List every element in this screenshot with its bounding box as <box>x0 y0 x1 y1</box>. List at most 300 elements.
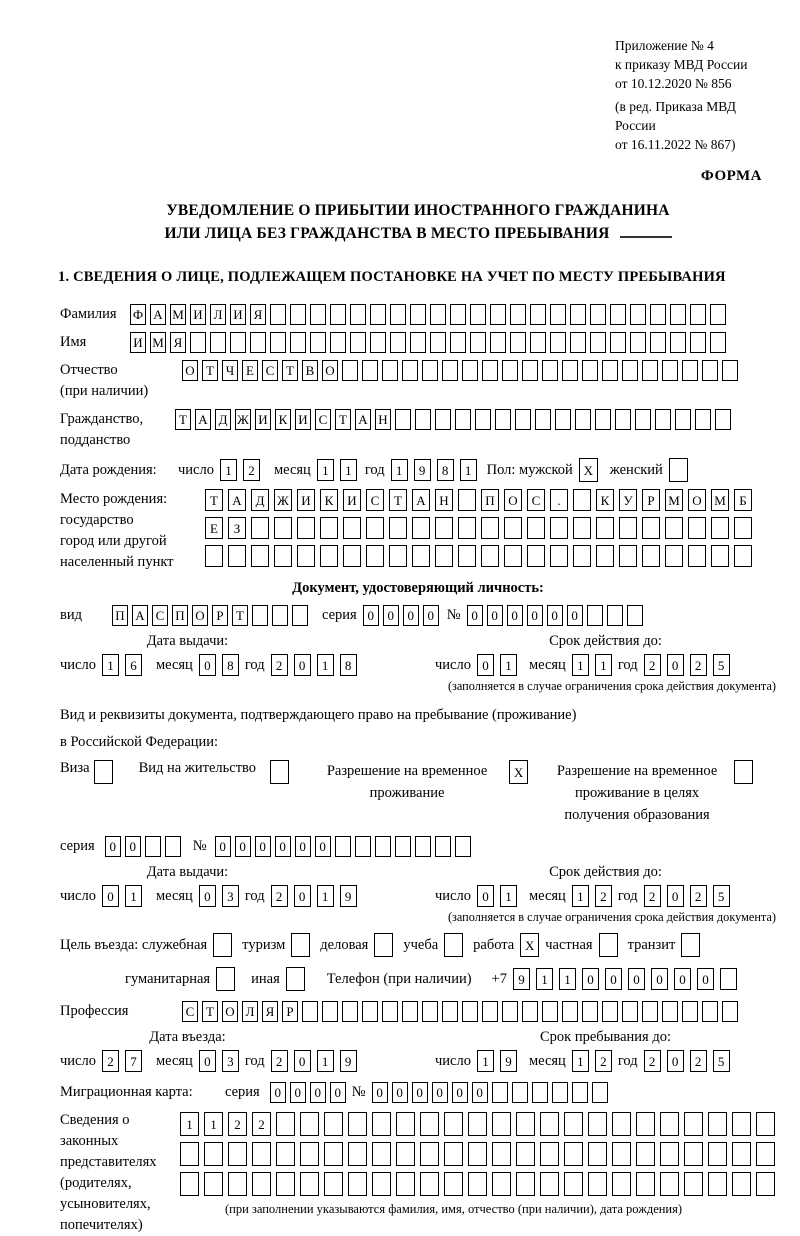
form-cell[interactable] <box>665 545 683 567</box>
form-cell[interactable] <box>396 1172 415 1196</box>
form-cell[interactable] <box>270 304 286 325</box>
form-cell[interactable] <box>348 1172 367 1196</box>
form-cell[interactable]: О <box>192 605 208 626</box>
form-cell[interactable] <box>492 1082 508 1103</box>
form-cell[interactable]: И <box>295 409 311 430</box>
form-cell[interactable]: Ф <box>130 304 146 325</box>
form-cell[interactable] <box>592 1082 608 1103</box>
form-cell[interactable] <box>590 332 606 353</box>
form-cell[interactable]: 0 <box>507 605 523 626</box>
form-cell[interactable]: Т <box>175 409 191 430</box>
form-cell[interactable] <box>535 409 551 430</box>
form-cell[interactable]: 1 <box>572 885 589 907</box>
form-cell[interactable] <box>540 1142 559 1166</box>
form-cell[interactable] <box>444 1142 463 1166</box>
form-cell[interactable] <box>310 304 326 325</box>
form-cell[interactable] <box>612 1172 631 1196</box>
form-cell[interactable]: 0 <box>605 968 622 990</box>
form-cell[interactable] <box>94 760 113 784</box>
form-cell[interactable]: Т <box>205 489 223 511</box>
form-cell[interactable]: . <box>550 489 568 511</box>
form-cell[interactable] <box>455 409 471 430</box>
form-cell[interactable] <box>290 304 306 325</box>
form-cell[interactable]: 5 <box>713 654 730 676</box>
form-cell[interactable]: У <box>619 489 637 511</box>
form-cell[interactable] <box>562 1001 578 1022</box>
form-cell[interactable] <box>587 605 603 626</box>
form-cell[interactable]: 0 <box>651 968 668 990</box>
form-cell[interactable] <box>180 1172 199 1196</box>
form-cell[interactable] <box>720 968 737 990</box>
form-cell[interactable]: 0 <box>294 885 311 907</box>
form-cell[interactable]: 0 <box>199 885 216 907</box>
form-cell[interactable] <box>276 1112 295 1136</box>
form-cell[interactable] <box>555 409 571 430</box>
form-cell[interactable] <box>470 304 486 325</box>
form-cell[interactable] <box>324 1112 343 1136</box>
form-cell[interactable] <box>412 545 430 567</box>
form-cell[interactable] <box>382 360 398 381</box>
form-cell[interactable]: 1 <box>204 1112 223 1136</box>
form-cell[interactable] <box>372 1172 391 1196</box>
form-cell[interactable] <box>642 517 660 539</box>
form-cell[interactable] <box>228 545 246 567</box>
form-cell[interactable] <box>532 1082 548 1103</box>
form-cell[interactable] <box>366 517 384 539</box>
form-cell[interactable] <box>516 1142 535 1166</box>
form-cell[interactable]: 0 <box>275 836 291 857</box>
form-cell[interactable] <box>522 1001 538 1022</box>
form-cell[interactable]: М <box>665 489 683 511</box>
form-cell[interactable]: 9 <box>513 968 530 990</box>
form-cell[interactable]: П <box>172 605 188 626</box>
form-cell[interactable] <box>300 1172 319 1196</box>
form-cell[interactable] <box>444 1112 463 1136</box>
form-cell[interactable] <box>734 760 753 784</box>
form-cell[interactable]: 0 <box>477 654 494 676</box>
form-cell[interactable]: 2 <box>644 654 661 676</box>
form-cell[interactable]: 2 <box>644 885 661 907</box>
form-cell[interactable]: А <box>195 409 211 430</box>
form-cell[interactable] <box>422 360 438 381</box>
form-cell[interactable]: 1 <box>317 1050 334 1072</box>
form-cell[interactable] <box>542 1001 558 1022</box>
form-cell[interactable] <box>722 360 738 381</box>
form-cell[interactable]: 2 <box>271 885 288 907</box>
form-cell[interactable] <box>695 409 711 430</box>
form-cell[interactable] <box>710 332 726 353</box>
form-cell[interactable]: 0 <box>294 654 311 676</box>
form-cell[interactable] <box>682 1001 698 1022</box>
form-cell[interactable] <box>734 517 752 539</box>
form-cell[interactable] <box>682 360 698 381</box>
form-cell[interactable] <box>650 332 666 353</box>
form-cell[interactable]: 0 <box>315 836 331 857</box>
form-cell[interactable] <box>410 332 426 353</box>
form-cell[interactable]: Т <box>202 360 218 381</box>
form-cell[interactable] <box>575 409 591 430</box>
form-cell[interactable]: А <box>150 304 166 325</box>
form-cell[interactable]: 2 <box>595 885 612 907</box>
form-cell[interactable] <box>300 1142 319 1166</box>
form-cell[interactable] <box>540 1172 559 1196</box>
form-cell[interactable]: 0 <box>674 968 691 990</box>
form-cell[interactable] <box>458 489 476 511</box>
form-cell[interactable] <box>252 605 268 626</box>
form-cell[interactable] <box>389 517 407 539</box>
form-cell[interactable]: С <box>152 605 168 626</box>
form-cell[interactable]: С <box>315 409 331 430</box>
form-cell[interactable]: К <box>596 489 614 511</box>
form-cell[interactable] <box>516 1112 535 1136</box>
form-cell[interactable]: 0 <box>547 605 563 626</box>
form-cell[interactable] <box>430 304 446 325</box>
form-cell[interactable]: 1 <box>559 968 576 990</box>
form-cell[interactable] <box>684 1142 703 1166</box>
form-cell[interactable] <box>542 360 558 381</box>
form-cell[interactable] <box>588 1142 607 1166</box>
form-cell[interactable] <box>145 836 161 857</box>
form-cell[interactable] <box>350 332 366 353</box>
form-cell[interactable]: А <box>228 489 246 511</box>
form-cell[interactable]: 2 <box>690 1050 707 1072</box>
form-cell[interactable] <box>250 332 266 353</box>
form-cell[interactable] <box>330 304 346 325</box>
form-cell[interactable]: П <box>481 489 499 511</box>
form-cell[interactable] <box>481 545 499 567</box>
form-cell[interactable] <box>396 1142 415 1166</box>
form-cell[interactable]: 0 <box>215 836 231 857</box>
form-cell[interactable] <box>636 1112 655 1136</box>
form-cell[interactable]: 1 <box>477 1050 494 1072</box>
form-cell[interactable]: 9 <box>414 459 431 481</box>
form-cell[interactable] <box>444 1172 463 1196</box>
form-cell[interactable] <box>655 409 671 430</box>
form-cell[interactable] <box>228 1172 247 1196</box>
form-cell[interactable] <box>252 1172 271 1196</box>
form-cell[interactable]: 2 <box>228 1112 247 1136</box>
form-cell[interactable] <box>322 1001 338 1022</box>
form-cell[interactable]: 2 <box>690 654 707 676</box>
form-cell[interactable] <box>602 1001 618 1022</box>
form-cell[interactable]: 1 <box>180 1112 199 1136</box>
form-cell[interactable] <box>711 545 729 567</box>
form-cell[interactable]: П <box>112 605 128 626</box>
form-cell[interactable]: 0 <box>235 836 251 857</box>
form-cell[interactable] <box>382 1001 398 1022</box>
form-cell[interactable] <box>562 360 578 381</box>
form-cell[interactable]: 0 <box>255 836 271 857</box>
form-cell[interactable] <box>636 1172 655 1196</box>
form-cell[interactable]: Л <box>210 304 226 325</box>
form-cell[interactable]: 0 <box>432 1082 448 1103</box>
form-cell[interactable] <box>732 1172 751 1196</box>
form-cell[interactable] <box>302 1001 318 1022</box>
form-cell[interactable] <box>370 332 386 353</box>
form-cell[interactable] <box>502 360 518 381</box>
form-cell[interactable] <box>681 933 700 957</box>
form-cell[interactable]: З <box>228 517 246 539</box>
form-cell[interactable] <box>204 1172 223 1196</box>
form-cell[interactable] <box>615 409 631 430</box>
form-cell[interactable] <box>210 332 226 353</box>
form-cell[interactable]: М <box>170 304 186 325</box>
form-cell[interactable]: Я <box>250 304 266 325</box>
form-cell[interactable] <box>422 1001 438 1022</box>
form-cell[interactable]: Е <box>205 517 223 539</box>
form-cell[interactable] <box>375 836 391 857</box>
form-cell[interactable] <box>395 836 411 857</box>
form-cell[interactable] <box>552 1082 568 1103</box>
form-cell[interactable]: Т <box>232 605 248 626</box>
form-cell[interactable] <box>468 1142 487 1166</box>
form-cell[interactable]: 0 <box>294 1050 311 1072</box>
form-cell[interactable] <box>527 517 545 539</box>
form-cell[interactable] <box>320 545 338 567</box>
form-cell[interactable] <box>492 1112 511 1136</box>
form-cell[interactable] <box>374 933 393 957</box>
form-cell[interactable] <box>435 545 453 567</box>
form-cell[interactable] <box>635 409 651 430</box>
form-cell[interactable] <box>190 332 206 353</box>
form-cell[interactable]: И <box>130 332 146 353</box>
form-cell[interactable]: 9 <box>500 1050 517 1072</box>
form-cell[interactable]: 0 <box>330 1082 346 1103</box>
form-cell[interactable] <box>297 545 315 567</box>
form-cell[interactable]: В <box>302 360 318 381</box>
form-cell[interactable] <box>402 1001 418 1022</box>
form-cell[interactable] <box>510 332 526 353</box>
form-cell[interactable]: 0 <box>372 1082 388 1103</box>
form-cell[interactable]: 2 <box>102 1050 119 1072</box>
form-cell[interactable] <box>292 605 308 626</box>
form-cell[interactable]: 2 <box>243 459 260 481</box>
form-cell[interactable]: О <box>504 489 522 511</box>
form-cell[interactable]: О <box>322 360 338 381</box>
form-cell[interactable] <box>522 360 538 381</box>
form-cell[interactable] <box>596 517 614 539</box>
form-cell[interactable]: Е <box>242 360 258 381</box>
form-cell[interactable]: 9 <box>340 885 357 907</box>
form-cell[interactable]: Т <box>335 409 351 430</box>
form-cell[interactable]: 0 <box>199 654 216 676</box>
form-cell[interactable]: Н <box>435 489 453 511</box>
form-cell[interactable]: X <box>509 760 528 784</box>
form-cell[interactable] <box>274 517 292 539</box>
form-cell[interactable]: Я <box>170 332 186 353</box>
form-cell[interactable] <box>660 1112 679 1136</box>
form-cell[interactable]: 1 <box>220 459 237 481</box>
form-cell[interactable] <box>734 545 752 567</box>
form-cell[interactable] <box>516 1172 535 1196</box>
form-cell[interactable] <box>570 304 586 325</box>
form-cell[interactable] <box>444 933 463 957</box>
form-cell[interactable] <box>530 332 546 353</box>
form-cell[interactable] <box>710 304 726 325</box>
form-cell[interactable] <box>320 517 338 539</box>
form-cell[interactable] <box>732 1112 751 1136</box>
form-cell[interactable]: Р <box>282 1001 298 1022</box>
form-cell[interactable] <box>274 545 292 567</box>
form-cell[interactable] <box>570 332 586 353</box>
form-cell[interactable] <box>630 332 646 353</box>
form-cell[interactable] <box>348 1142 367 1166</box>
form-cell[interactable] <box>350 304 366 325</box>
form-cell[interactable] <box>711 517 729 539</box>
form-cell[interactable]: 0 <box>467 605 483 626</box>
form-cell[interactable]: 1 <box>391 459 408 481</box>
form-cell[interactable] <box>669 458 688 482</box>
form-cell[interactable] <box>756 1142 775 1166</box>
form-cell[interactable] <box>660 1142 679 1166</box>
form-cell[interactable]: К <box>275 409 291 430</box>
form-cell[interactable] <box>596 545 614 567</box>
form-cell[interactable] <box>756 1172 775 1196</box>
form-cell[interactable] <box>504 545 522 567</box>
form-cell[interactable] <box>670 304 686 325</box>
form-cell[interactable]: 8 <box>340 654 357 676</box>
form-cell[interactable]: И <box>190 304 206 325</box>
form-cell[interactable] <box>415 409 431 430</box>
form-cell[interactable] <box>675 409 691 430</box>
form-cell[interactable] <box>468 1112 487 1136</box>
form-cell[interactable] <box>442 1001 458 1022</box>
form-cell[interactable]: И <box>343 489 361 511</box>
form-cell[interactable]: 0 <box>363 605 379 626</box>
form-cell[interactable] <box>665 517 683 539</box>
form-cell[interactable] <box>627 605 643 626</box>
form-cell[interactable]: 0 <box>310 1082 326 1103</box>
form-cell[interactable] <box>582 1001 598 1022</box>
form-cell[interactable]: И <box>297 489 315 511</box>
form-cell[interactable] <box>642 360 658 381</box>
form-cell[interactable]: X <box>520 933 539 957</box>
form-cell[interactable] <box>430 332 446 353</box>
form-cell[interactable] <box>490 304 506 325</box>
form-cell[interactable] <box>715 409 731 430</box>
form-cell[interactable]: 0 <box>452 1082 468 1103</box>
form-cell[interactable] <box>708 1142 727 1166</box>
form-cell[interactable]: Р <box>212 605 228 626</box>
form-cell[interactable] <box>415 836 431 857</box>
form-cell[interactable]: Л <box>242 1001 258 1022</box>
form-cell[interactable] <box>756 1112 775 1136</box>
form-cell[interactable]: Н <box>375 409 391 430</box>
form-cell[interactable]: Т <box>282 360 298 381</box>
form-cell[interactable] <box>642 545 660 567</box>
form-cell[interactable] <box>372 1142 391 1166</box>
form-cell[interactable]: С <box>262 360 278 381</box>
form-cell[interactable] <box>343 545 361 567</box>
form-cell[interactable] <box>420 1142 439 1166</box>
form-cell[interactable] <box>573 545 591 567</box>
form-cell[interactable]: Ж <box>274 489 292 511</box>
form-cell[interactable] <box>636 1142 655 1166</box>
form-cell[interactable] <box>475 409 491 430</box>
form-cell[interactable] <box>251 545 269 567</box>
form-cell[interactable] <box>213 933 232 957</box>
form-cell[interactable] <box>550 332 566 353</box>
form-cell[interactable]: 0 <box>412 1082 428 1103</box>
form-cell[interactable] <box>435 517 453 539</box>
form-cell[interactable] <box>530 304 546 325</box>
form-cell[interactable]: 1 <box>500 654 517 676</box>
form-cell[interactable] <box>702 1001 718 1022</box>
form-cell[interactable] <box>642 1001 658 1022</box>
form-cell[interactable]: 1 <box>572 654 589 676</box>
form-cell[interactable]: 1 <box>317 885 334 907</box>
form-cell[interactable] <box>390 304 406 325</box>
form-cell[interactable] <box>420 1112 439 1136</box>
form-cell[interactable]: 7 <box>125 1050 142 1072</box>
form-cell[interactable]: 0 <box>199 1050 216 1072</box>
form-cell[interactable]: М <box>711 489 729 511</box>
form-cell[interactable]: 3 <box>222 1050 239 1072</box>
form-cell[interactable] <box>573 489 591 511</box>
form-cell[interactable] <box>495 409 511 430</box>
form-cell[interactable] <box>492 1142 511 1166</box>
form-cell[interactable] <box>450 304 466 325</box>
form-cell[interactable]: 0 <box>567 605 583 626</box>
form-cell[interactable]: А <box>355 409 371 430</box>
form-cell[interactable] <box>458 517 476 539</box>
form-cell[interactable] <box>204 1142 223 1166</box>
form-cell[interactable]: Б <box>734 489 752 511</box>
form-cell[interactable]: И <box>230 304 246 325</box>
form-cell[interactable]: 3 <box>222 885 239 907</box>
form-cell[interactable]: Д <box>251 489 269 511</box>
form-cell[interactable]: М <box>150 332 166 353</box>
form-cell[interactable]: 1 <box>572 1050 589 1072</box>
form-cell[interactable] <box>458 545 476 567</box>
form-cell[interactable] <box>564 1172 583 1196</box>
form-cell[interactable] <box>324 1142 343 1166</box>
form-cell[interactable] <box>550 545 568 567</box>
form-cell[interactable] <box>442 360 458 381</box>
form-cell[interactable] <box>504 517 522 539</box>
form-cell[interactable]: 0 <box>125 836 141 857</box>
form-cell[interactable]: 0 <box>290 1082 306 1103</box>
form-cell[interactable] <box>252 1142 271 1166</box>
form-cell[interactable]: 5 <box>713 885 730 907</box>
form-cell[interactable]: 0 <box>472 1082 488 1103</box>
form-cell[interactable]: 5 <box>713 1050 730 1072</box>
form-cell[interactable] <box>342 1001 358 1022</box>
form-cell[interactable] <box>230 332 246 353</box>
form-cell[interactable] <box>702 360 718 381</box>
form-cell[interactable]: 6 <box>125 654 142 676</box>
form-cell[interactable] <box>435 836 451 857</box>
form-cell[interactable] <box>348 1112 367 1136</box>
form-cell[interactable]: 0 <box>423 605 439 626</box>
form-cell[interactable] <box>572 1082 588 1103</box>
form-cell[interactable]: О <box>222 1001 238 1022</box>
form-cell[interactable] <box>435 409 451 430</box>
form-cell[interactable] <box>228 1142 247 1166</box>
form-cell[interactable] <box>276 1142 295 1166</box>
form-cell[interactable] <box>410 304 426 325</box>
form-cell[interactable]: 0 <box>667 1050 684 1072</box>
form-cell[interactable] <box>550 304 566 325</box>
form-cell[interactable] <box>619 545 637 567</box>
form-cell[interactable] <box>330 332 346 353</box>
form-cell[interactable] <box>660 1172 679 1196</box>
form-cell[interactable] <box>482 1001 498 1022</box>
form-cell[interactable]: 2 <box>271 654 288 676</box>
form-cell[interactable]: 0 <box>295 836 311 857</box>
form-cell[interactable]: 0 <box>392 1082 408 1103</box>
form-cell[interactable] <box>612 1142 631 1166</box>
